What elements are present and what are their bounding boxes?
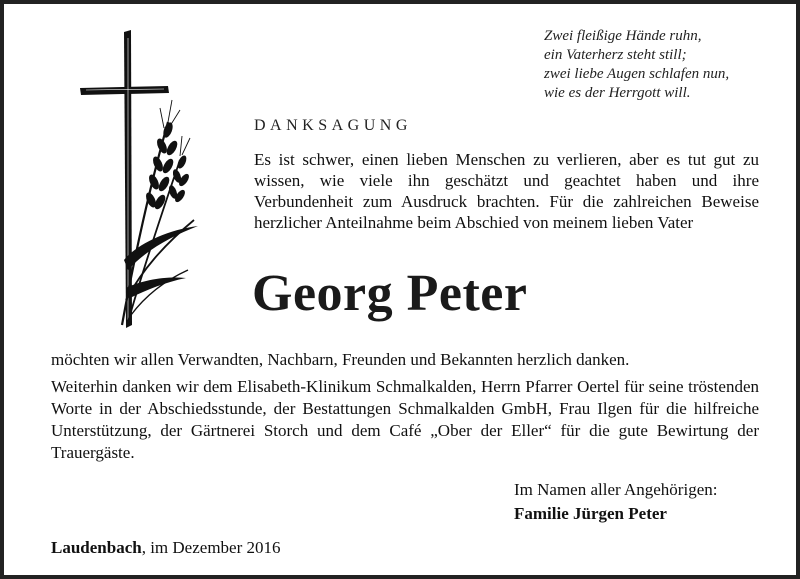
poem-line: wie es der Herrgott will. bbox=[544, 85, 691, 101]
poem-line: ein Vaterherz steht still; bbox=[544, 47, 687, 63]
on-behalf-label: Im Namen aller Angehörigen: bbox=[514, 480, 718, 499]
notice-heading: DANKSAGUNG bbox=[254, 117, 412, 134]
thanks-line: möchten wir allen Verwandten, Nachbarn, Freunden und Bekannten herzlich danken. bbox=[51, 350, 630, 369]
memorial-poem bbox=[544, 27, 729, 103]
place-name: Laudenbach bbox=[51, 538, 142, 557]
place-date bbox=[51, 537, 281, 559]
date-text: , im Dezember 2016 bbox=[141, 538, 281, 557]
further-thanks-paragraph: Weiterhin danken wir dem Elisabeth-Klinikum Schmalkalden, Herrn Pfarrer Oertel für seine tröstenden Worte in der Abschiedsstunde, der Bestattungen Schmalkalden GmbH, Frau Ilgen für die hilfreiche Unterstützung, der Gärtnerei Storch und dem Café „Ober der Eller“ für die gute Bewirtung der Trauergäste. bbox=[51, 377, 759, 462]
poem-line: zwei liebe Augen schlafen nun, bbox=[544, 66, 730, 82]
deceased-name: Georg Peter bbox=[252, 265, 528, 322]
signature-block bbox=[514, 478, 717, 526]
intro-paragraph: Es ist schwer, einen lieben Menschen zu verlieren, aber es tut gut zu wissen, wie viele ihn geschätzt und geachtet haben und ihre Verbundenheit zum Ausdruck brachten. Für die zahlreichen Beweise herzlicher Anteilnahme beim Abschied von meinem lieben Vater bbox=[254, 150, 759, 232]
family-name: Familie Jürgen Peter bbox=[514, 504, 667, 523]
cross-with-wheat-icon bbox=[76, 30, 201, 330]
poem-line: Zwei fleißige Hände ruhn, bbox=[544, 28, 702, 44]
